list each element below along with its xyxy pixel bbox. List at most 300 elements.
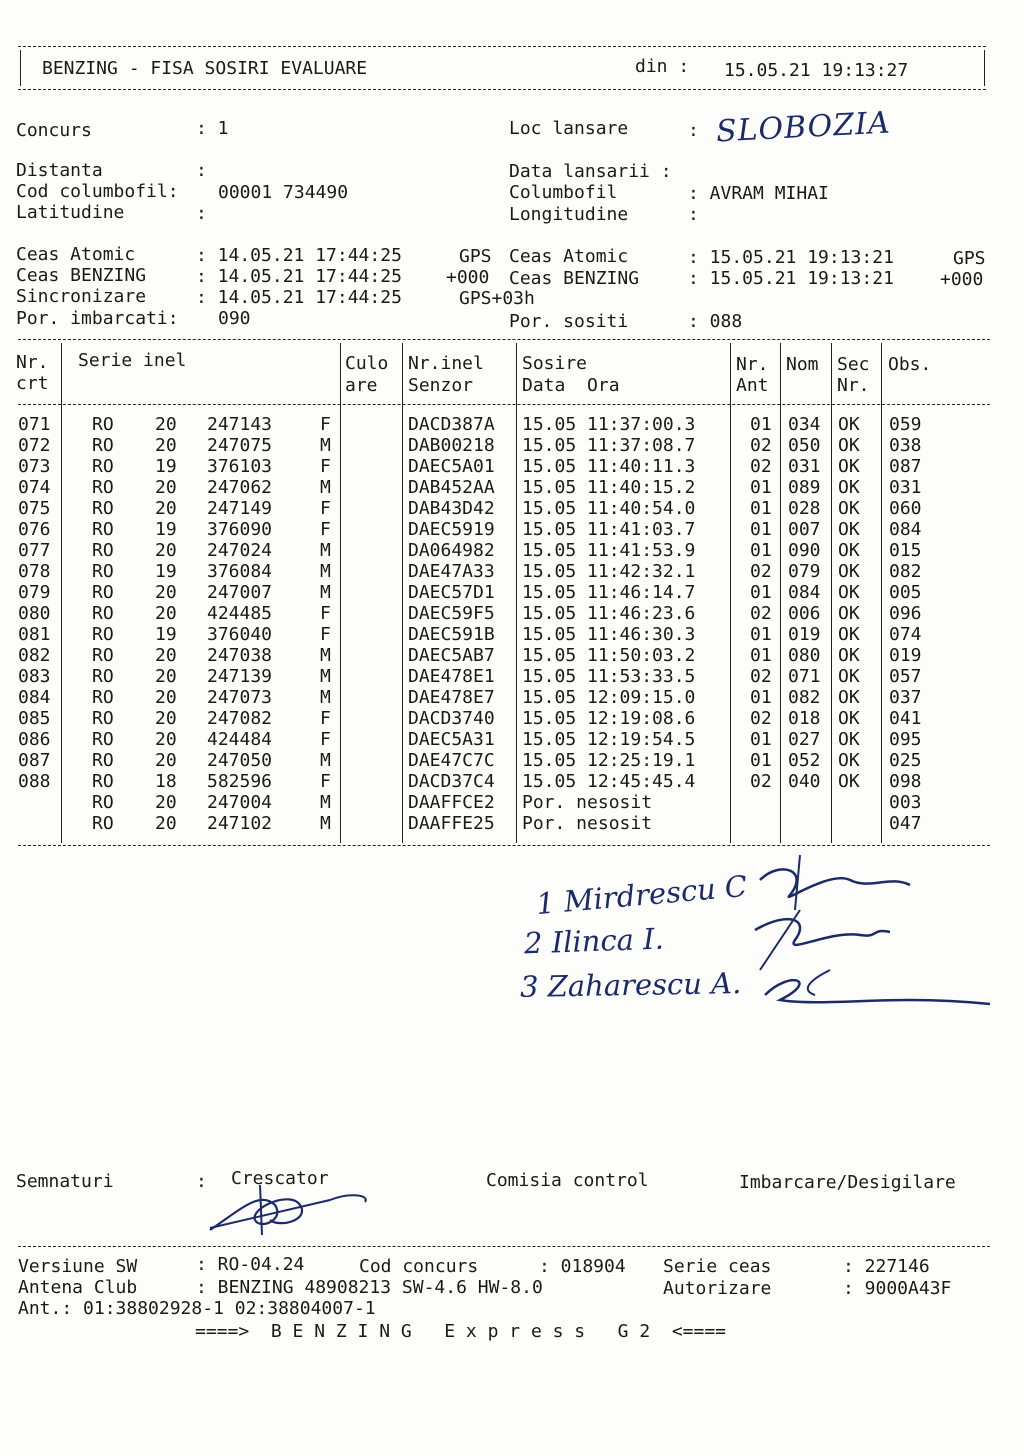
report-date-value: 15.05.21 19:13:27 <box>724 60 909 81</box>
row-sec: OK <box>838 414 860 435</box>
table-row <box>0 414 1024 435</box>
table-row <box>0 456 1024 477</box>
clock-right-atomic-value: : 15.05.21 19:13:21 <box>688 247 894 268</box>
signatures-colon: : <box>196 1171 207 1192</box>
row-sec: OK <box>838 771 860 792</box>
row-sec: OK <box>838 666 860 687</box>
row-arrival: 15.05 11:53:33.5 <box>522 666 696 687</box>
row-obs: 084 <box>889 519 922 540</box>
row-antenna: 01 <box>750 582 772 603</box>
row-obs: 060 <box>889 498 922 519</box>
header-sec-nr: Nr. <box>837 375 870 396</box>
row-country: RO <box>92 540 114 561</box>
row-antenna: 01 <box>750 414 772 435</box>
cod-columbofil-value: 00001 734490 <box>218 182 349 203</box>
commission-signatures <box>740 850 1000 1020</box>
row-arrival: 15.05 11:41:53.9 <box>522 540 696 561</box>
row-country: RO <box>92 519 114 540</box>
header-right-border <box>984 50 985 86</box>
row-antenna: 01 <box>750 624 772 645</box>
header-ant: Ant <box>736 375 769 396</box>
row-number: 071 <box>18 414 51 435</box>
loc-lansare-colon: : <box>688 120 699 141</box>
row-year: 19 <box>155 519 177 540</box>
row-obs: 019 <box>889 645 922 666</box>
autorizare-value: : 9000A43F <box>843 1278 952 1299</box>
row-country: RO <box>92 435 114 456</box>
por-sositi-label: Por. sositi <box>509 311 629 332</box>
table-row <box>0 624 1024 645</box>
header-senzor: Senzor <box>408 375 474 396</box>
row-ring: 582596 <box>207 771 273 792</box>
table-row <box>0 519 1024 540</box>
row-sensor: DAE47C7C <box>408 750 495 771</box>
row-obs: 057 <box>889 666 922 687</box>
row-number: 077 <box>18 540 51 561</box>
row-sex: M <box>320 792 331 813</box>
latitudine-value: : <box>196 203 207 224</box>
distanta-value: : <box>196 160 207 181</box>
data-lansarii-label: Data lansarii : <box>509 161 672 182</box>
row-obs: 037 <box>889 687 922 708</box>
report-title: BENZING - FISA SOSIRI EVALUARE <box>42 58 368 79</box>
header-nr-inel: Nr.inel <box>408 353 484 374</box>
report-date-label: din : <box>635 56 690 77</box>
row-sensor: DAB00218 <box>408 435 495 456</box>
ant-serials: Ant.: 01:38802928-1 02:38804007-1 <box>18 1298 376 1319</box>
row-ring: 247139 <box>207 666 273 687</box>
latitudine-label: Latitudine <box>16 202 125 223</box>
header-top-border <box>18 46 986 47</box>
header-bottom-border <box>18 89 986 90</box>
row-obs: 015 <box>889 540 922 561</box>
row-ring: 247038 <box>207 645 273 666</box>
row-nom: 071 <box>788 666 821 687</box>
clock-left-sync-suffix: GPS+03h <box>459 288 535 309</box>
row-sec: OK <box>838 435 860 456</box>
row-country: RO <box>92 792 114 813</box>
row-year: 20 <box>155 708 177 729</box>
header-nom: Nom <box>786 354 819 375</box>
row-obs: 038 <box>889 435 922 456</box>
row-sex: M <box>320 477 331 498</box>
row-ring: 247004 <box>207 792 273 813</box>
row-antenna: 02 <box>750 771 772 792</box>
row-nom: 027 <box>788 729 821 750</box>
concurs-value: : 1 <box>196 118 229 139</box>
table-row <box>0 603 1024 624</box>
row-sec: OK <box>838 498 860 519</box>
row-number: 087 <box>18 750 51 771</box>
row-ring: 247007 <box>207 582 273 603</box>
row-ring: 247024 <box>207 540 273 561</box>
row-number: 079 <box>18 582 51 603</box>
por-imbarcati-label: Por. imbarcati: <box>16 308 179 329</box>
row-nom: 018 <box>788 708 821 729</box>
cod-concurs-label: Cod concurs <box>359 1256 479 1277</box>
clock-left-atomic-suffix: GPS <box>459 246 492 267</box>
row-sex: F <box>320 603 331 624</box>
commission-member-2: 2 Ilinca I. <box>523 921 665 961</box>
row-ring: 424484 <box>207 729 273 750</box>
clock-left-sync-value: : 14.05.21 17:44:25 <box>196 287 402 308</box>
row-sec: OK <box>838 477 860 498</box>
table-bottom-border <box>18 845 990 846</box>
row-number: 080 <box>18 603 51 624</box>
row-sensor: DA064982 <box>408 540 495 561</box>
header-sec: Sec <box>837 354 870 375</box>
row-sensor: DAAFFCE2 <box>408 792 495 813</box>
row-country: RO <box>92 414 114 435</box>
table-top-border <box>18 339 990 340</box>
row-antenna: 02 <box>750 561 772 582</box>
row-country: RO <box>92 645 114 666</box>
row-antenna: 01 <box>750 687 772 708</box>
row-country: RO <box>92 666 114 687</box>
row-sec: OK <box>838 645 860 666</box>
row-ring: 247149 <box>207 498 273 519</box>
versiune-value: : RO-04.24 <box>196 1254 305 1275</box>
row-antenna: 01 <box>750 498 772 519</box>
cod-concurs-value: : 018904 <box>539 1256 626 1277</box>
row-sec: OK <box>838 729 860 750</box>
row-sex: F <box>320 498 331 519</box>
row-sensor: DAAFFE25 <box>408 813 495 834</box>
row-sex: M <box>320 582 331 603</box>
row-nom: 040 <box>788 771 821 792</box>
header-sosire: Sosire <box>522 353 588 374</box>
row-antenna: 02 <box>750 666 772 687</box>
row-sensor: DAE478E7 <box>408 687 495 708</box>
clock-right-benzing-suffix: +000 <box>940 269 984 290</box>
row-sex: M <box>320 561 331 582</box>
row-obs: 096 <box>889 603 922 624</box>
row-year: 20 <box>155 414 177 435</box>
clock-left-atomic-value: : 14.05.21 17:44:25 <box>196 245 402 266</box>
row-ring: 247143 <box>207 414 273 435</box>
row-sex: M <box>320 645 331 666</box>
row-country: RO <box>92 456 114 477</box>
row-sex: M <box>320 687 331 708</box>
row-antenna: 01 <box>750 750 772 771</box>
row-obs: 059 <box>889 414 922 435</box>
row-year: 20 <box>155 477 177 498</box>
row-number: 082 <box>18 645 51 666</box>
row-arrival: 15.05 11:46:23.6 <box>522 603 696 624</box>
row-obs: 074 <box>889 624 922 645</box>
table-row <box>0 645 1024 666</box>
crescator-signature <box>200 1180 380 1240</box>
row-number: 088 <box>18 771 51 792</box>
row-ring: 376103 <box>207 456 273 477</box>
row-year: 19 <box>155 624 177 645</box>
row-antenna: 02 <box>750 435 772 456</box>
row-sensor: DAEC59F5 <box>408 603 495 624</box>
row-sex: M <box>320 540 331 561</box>
table-row <box>0 792 1024 813</box>
row-sec: OK <box>838 540 860 561</box>
row-obs: 005 <box>889 582 922 603</box>
row-nom: 034 <box>788 414 821 435</box>
row-year: 20 <box>155 813 177 834</box>
columbofil-value: : AVRAM MIHAI <box>688 183 829 204</box>
row-year: 18 <box>155 771 177 792</box>
header-serie-inel: Serie inel <box>78 350 187 371</box>
row-ring: 247082 <box>207 708 273 729</box>
row-antenna: 02 <box>750 603 772 624</box>
header-crt: crt <box>16 373 49 394</box>
row-antenna: 01 <box>750 540 772 561</box>
row-sensor: DACD387A <box>408 414 495 435</box>
row-obs: 047 <box>889 813 922 834</box>
row-sec: OK <box>838 582 860 603</box>
row-arrival: 15.05 11:50:03.2 <box>522 645 696 666</box>
antena-label: Antena Club <box>18 1277 138 1298</box>
row-number: 086 <box>18 729 51 750</box>
versiune-label: Versiune SW <box>18 1256 138 1277</box>
row-country: RO <box>92 750 114 771</box>
row-nom: 019 <box>788 624 821 645</box>
row-sensor: DACD37C4 <box>408 771 495 792</box>
row-arrival: Por. nesosit <box>522 813 653 834</box>
row-antenna: 01 <box>750 519 772 540</box>
row-sensor: DAB43D42 <box>408 498 495 519</box>
row-number: 081 <box>18 624 51 645</box>
row-sensor: DAEC591B <box>408 624 495 645</box>
row-arrival: Por. nesosit <box>522 792 653 813</box>
row-nom: 089 <box>788 477 821 498</box>
row-number: 083 <box>18 666 51 687</box>
serie-ceas-label: Serie ceas <box>663 1256 772 1277</box>
header-left-border <box>20 50 21 86</box>
row-arrival: 15.05 11:37:08.7 <box>522 435 696 456</box>
row-number: 072 <box>18 435 51 456</box>
row-number: 074 <box>18 477 51 498</box>
row-sex: F <box>320 519 331 540</box>
row-arrival: 15.05 11:40:15.2 <box>522 477 696 498</box>
row-obs: 087 <box>889 456 922 477</box>
row-country: RO <box>92 561 114 582</box>
clock-left-benzing-label: Ceas BENZING <box>16 265 147 286</box>
row-year: 20 <box>155 666 177 687</box>
row-arrival: 15.05 11:46:14.7 <box>522 582 696 603</box>
row-arrival: 15.05 11:46:30.3 <box>522 624 696 645</box>
row-ring: 376090 <box>207 519 273 540</box>
row-sex: M <box>320 750 331 771</box>
concurs-label: Concurs <box>16 120 92 141</box>
row-country: RO <box>92 729 114 750</box>
row-ring: 376084 <box>207 561 273 582</box>
autorizare-label: Autorizare <box>663 1278 772 1299</box>
row-nom: 006 <box>788 603 821 624</box>
row-year: 20 <box>155 687 177 708</box>
row-antenna: 01 <box>750 645 772 666</box>
row-sec: OK <box>838 519 860 540</box>
row-ring: 424485 <box>207 603 273 624</box>
table-row <box>0 582 1024 603</box>
row-year: 20 <box>155 435 177 456</box>
row-antenna: 01 <box>750 729 772 750</box>
row-arrival: 15.05 11:41:03.7 <box>522 519 696 540</box>
longitudine-value: : <box>688 204 699 225</box>
row-arrival: 15.05 11:37:00.3 <box>522 414 696 435</box>
row-obs: 003 <box>889 792 922 813</box>
commission-member-3: 3 Zaharescu A. <box>519 966 742 1004</box>
clock-right-atomic-suffix: GPS <box>953 248 986 269</box>
table-row <box>0 729 1024 750</box>
table-row <box>0 561 1024 582</box>
row-obs: 031 <box>889 477 922 498</box>
clock-right-atomic-label: Ceas Atomic <box>509 246 629 267</box>
row-sensor: DACD3740 <box>408 708 495 729</box>
loc-lansare-handwritten: SLOBOZIA <box>715 105 892 150</box>
row-arrival: 15.05 12:25:19.1 <box>522 750 696 771</box>
columbofil-label: Columbofil <box>509 182 618 203</box>
row-year: 20 <box>155 750 177 771</box>
row-sex: F <box>320 414 331 435</box>
row-sec: OK <box>838 687 860 708</box>
por-imbarcati-value: 090 <box>218 308 251 329</box>
row-sex: F <box>320 456 331 477</box>
row-sensor: DAEC5919 <box>408 519 495 540</box>
serie-ceas-value: : 227146 <box>843 1256 930 1277</box>
row-sensor: DAB452AA <box>408 477 495 498</box>
row-sensor: DAEC5A31 <box>408 729 495 750</box>
row-sec: OK <box>838 603 860 624</box>
row-number: 084 <box>18 687 51 708</box>
row-obs: 041 <box>889 708 922 729</box>
row-sensor: DAEC57D1 <box>408 582 495 603</box>
header-are: are <box>345 375 378 396</box>
row-year: 20 <box>155 792 177 813</box>
row-arrival: 15.05 12:09:15.0 <box>522 687 696 708</box>
antena-value: : BENZING 48908213 SW-4.6 HW-8.0 <box>196 1277 543 1298</box>
row-arrival: 15.05 11:40:54.0 <box>522 498 696 519</box>
row-ring: 247073 <box>207 687 273 708</box>
signature-imbarcare-label: Imbarcare/Desigilare <box>739 1172 956 1193</box>
row-country: RO <box>92 708 114 729</box>
clock-right-benzing-label: Ceas BENZING <box>509 268 640 289</box>
row-number: 085 <box>18 708 51 729</box>
table-row <box>0 771 1024 792</box>
row-country: RO <box>92 603 114 624</box>
row-sec: OK <box>838 456 860 477</box>
row-country: RO <box>92 582 114 603</box>
row-sec: OK <box>838 708 860 729</box>
row-nom: 028 <box>788 498 821 519</box>
row-number: 073 <box>18 456 51 477</box>
row-sex: M <box>320 435 331 456</box>
row-arrival: 15.05 12:19:54.5 <box>522 729 696 750</box>
header-data-ora: Data Ora <box>522 375 620 396</box>
header-nr-ant: Nr. <box>736 354 769 375</box>
table-header-bottom-border <box>18 404 990 405</box>
row-year: 20 <box>155 582 177 603</box>
row-year: 20 <box>155 603 177 624</box>
row-ring: 247102 <box>207 813 273 834</box>
header-obs: Obs. <box>888 354 932 375</box>
row-nom: 079 <box>788 561 821 582</box>
row-nom: 052 <box>788 750 821 771</box>
row-antenna: 02 <box>750 456 772 477</box>
row-sex: F <box>320 729 331 750</box>
row-year: 19 <box>155 561 177 582</box>
table-row <box>0 813 1024 834</box>
table-row <box>0 498 1024 519</box>
distanta-label: Distanta <box>16 160 103 181</box>
row-ring: 247075 <box>207 435 273 456</box>
row-nom: 031 <box>788 456 821 477</box>
row-country: RO <box>92 687 114 708</box>
footer-top-border <box>18 1246 990 1247</box>
row-sensor: DAE47A33 <box>408 561 495 582</box>
longitudine-label: Longitudine <box>509 204 629 225</box>
row-ring: 376040 <box>207 624 273 645</box>
row-nom: 080 <box>788 645 821 666</box>
header-nr: Nr. <box>16 352 49 373</box>
commission-member-1: 1 Mirdrescu C <box>534 868 749 922</box>
row-nom: 082 <box>788 687 821 708</box>
row-nom: 090 <box>788 540 821 561</box>
row-obs: 025 <box>889 750 922 771</box>
row-nom: 084 <box>788 582 821 603</box>
row-obs: 082 <box>889 561 922 582</box>
row-obs: 098 <box>889 771 922 792</box>
row-obs: 095 <box>889 729 922 750</box>
signature-comisia-label: Comisia control <box>486 1170 649 1191</box>
row-sensor: DAE478E1 <box>408 666 495 687</box>
signatures-label: Semnaturi <box>16 1171 114 1192</box>
row-sex: F <box>320 708 331 729</box>
row-year: 20 <box>155 645 177 666</box>
table-row <box>0 435 1024 456</box>
benzing-brand-line: ====> B E N Z I N G E x p r e s s G 2 <==== <box>195 1321 727 1342</box>
row-ring: 247062 <box>207 477 273 498</box>
clock-left-benzing-value: : 14.05.21 17:44:25 <box>196 266 402 287</box>
header-culo: Culo <box>345 353 389 374</box>
row-year: 19 <box>155 456 177 477</box>
row-country: RO <box>92 813 114 834</box>
row-year: 20 <box>155 729 177 750</box>
row-sex: M <box>320 813 331 834</box>
por-sositi-value: : 088 <box>688 311 743 332</box>
clock-left-sync-label: Sincronizare <box>16 286 147 307</box>
row-sex: M <box>320 666 331 687</box>
row-country: RO <box>92 477 114 498</box>
cod-columbofil-label: Cod columbofil: <box>16 181 179 202</box>
row-country: RO <box>92 771 114 792</box>
clock-left-benzing-suffix: +000 <box>446 267 490 288</box>
row-number: 076 <box>18 519 51 540</box>
table-row <box>0 540 1024 561</box>
row-sec: OK <box>838 624 860 645</box>
row-nom: 050 <box>788 435 821 456</box>
clock-left-atomic-label: Ceas Atomic <box>16 244 136 265</box>
table-row <box>0 477 1024 498</box>
row-arrival: 15.05 11:42:32.1 <box>522 561 696 582</box>
row-year: 20 <box>155 540 177 561</box>
row-arrival: 15.05 12:19:08.6 <box>522 708 696 729</box>
table-row <box>0 750 1024 771</box>
row-nom: 007 <box>788 519 821 540</box>
row-sex: F <box>320 624 331 645</box>
row-sec: OK <box>838 561 860 582</box>
row-number: 078 <box>18 561 51 582</box>
row-ring: 247050 <box>207 750 273 771</box>
clock-right-benzing-value: : 15.05.21 19:13:21 <box>688 268 894 289</box>
table-row <box>0 666 1024 687</box>
row-country: RO <box>92 624 114 645</box>
